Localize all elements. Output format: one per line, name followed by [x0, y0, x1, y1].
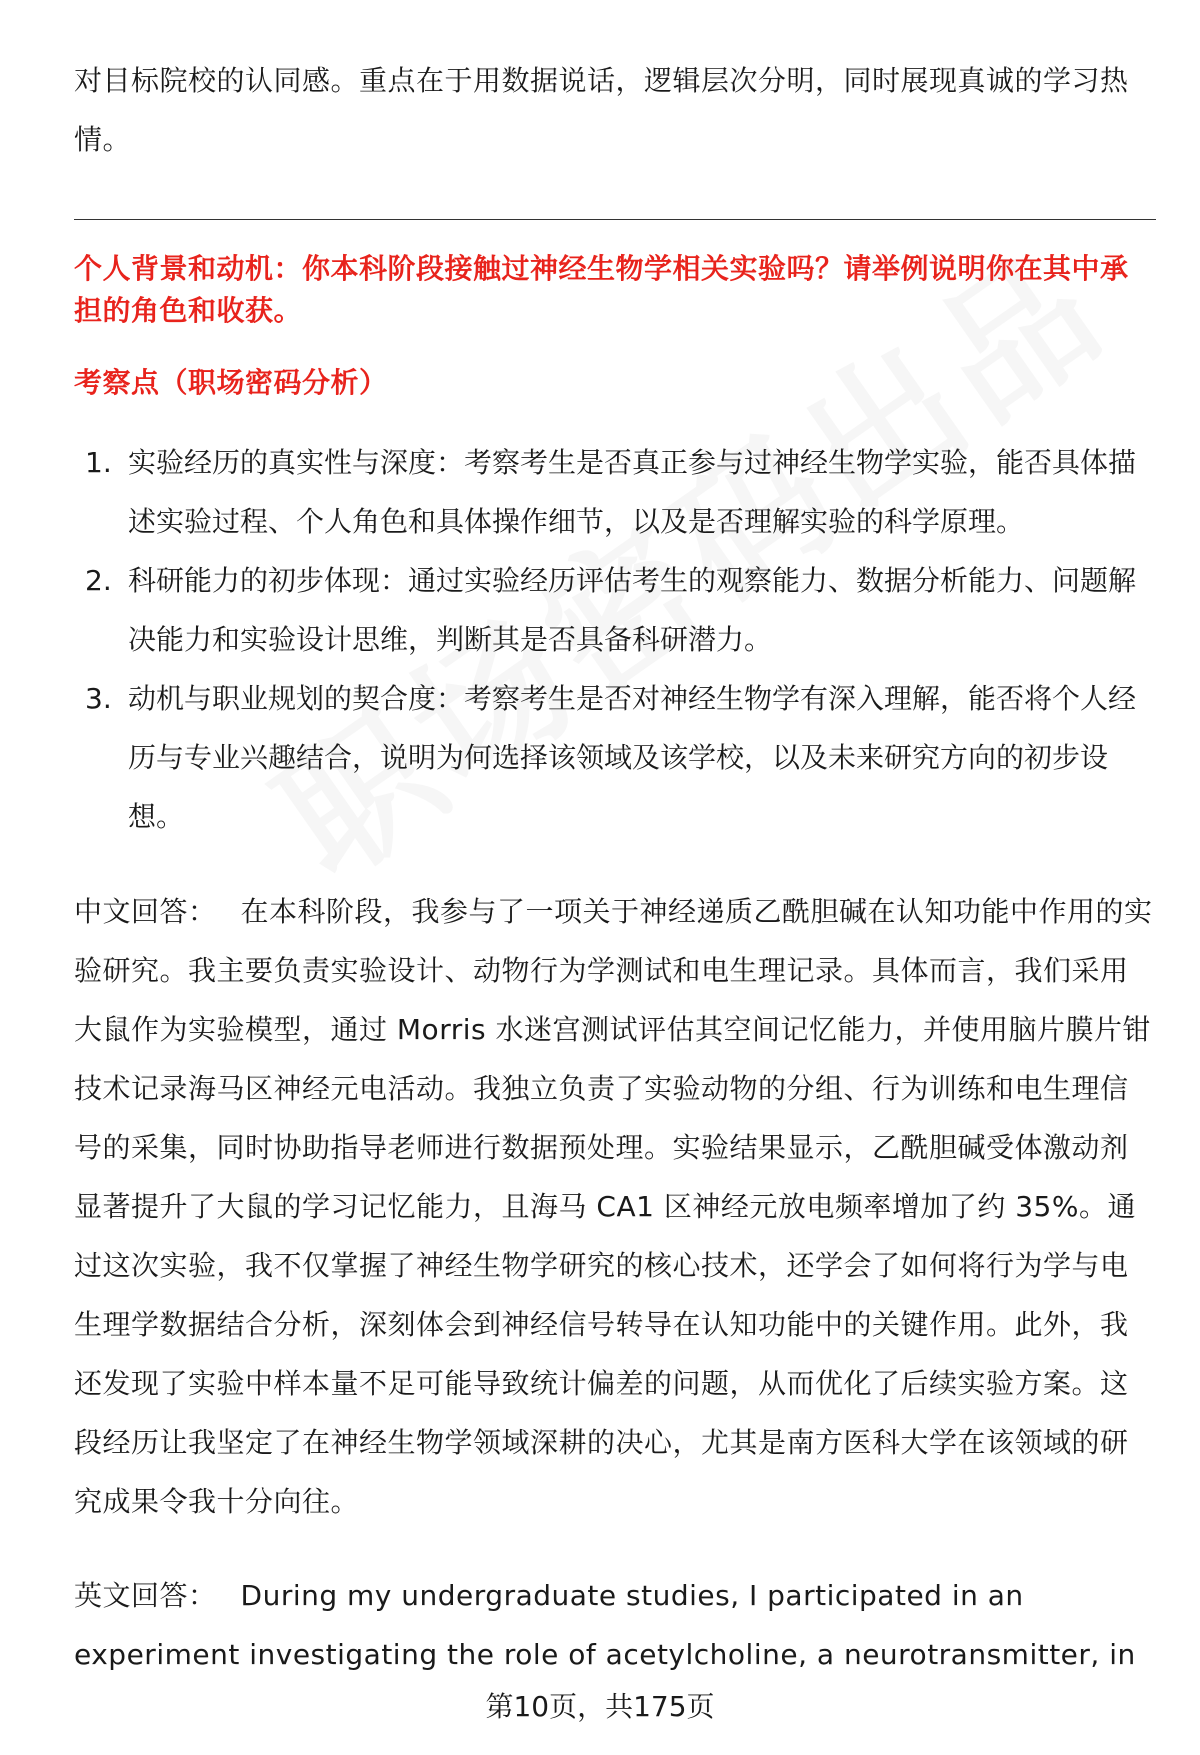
list-item — [74, 669, 1156, 846]
list-item-text: 实验经历的真实性与深度：考察考生是否真正参与过神经生物学实验，能否具体描述实验过程、个人角色和具体操作细节，以及是否理解实验的科学原理。 — [128, 446, 1137, 538]
english-answer-paragraph — [74, 1566, 1154, 1684]
list-item-number: 2. — [85, 564, 112, 597]
assessment-points-list — [74, 433, 1156, 846]
chinese-answer-text: 在本科阶段，我参与了一项关于神经递质乙酰胆碱在认知功能中作用的实验研究。我主要负责实验设计、动物行为学测试和电生理记录。具体而言，我们采用大鼠作为实验模型，通过 Morris 水迷宫测试评估其空间记忆能力，并使用脑片膜片钳技术记录海马区神经元电活动。我独立负责了实验动物的分组、行为训练和电生理信号的采集，同时协助指导老师进行数据预处理。实验结果显示，乙酰胆碱受体激动剂显著提升了大鼠的学习记忆能力，且海马 CA1 区神经元放电频率增加了约 35%。通过这次实验，我不仅掌握了神经生物学研究的核心技术，还学会了如何将行为学与电生理学数据结合分析，深刻体会到神经信号转导在认知功能中的关键作用。此外，我还发现了实验中样本量不足可能导致统计偏差的问题，从而优化了后续实验方案。这段经历让我坚定了在神经生物学领域深耕的决心，尤其是南方医科大学在该领域的研究成果令我十分向往。 — [74, 895, 1153, 1518]
question-heading: 个人背景和动机：你本科阶段接触过神经生物学相关实验吗？请举例说明你在其中承担的角色和收获。 — [74, 252, 1129, 327]
english-answer-label: 英文回答： — [74, 1579, 217, 1612]
chinese-answer-paragraph — [74, 882, 1154, 1531]
list-item-number: 3. — [85, 682, 112, 715]
list-item — [74, 551, 1156, 669]
list-item-text: 动机与职业规划的契合度：考察考生是否对神经生物学有深入理解，能否将个人经历与专业兴趣结合，说明为何选择该领域及该学校，以及未来研究方向的初步设想。 — [128, 682, 1137, 833]
intro-paragraph-tail: 对目标院校的认同感。重点在于用数据说话，逻辑层次分明，同时展现真诚的学习热情。 — [74, 64, 1129, 156]
chinese-answer-label: 中文回答： — [74, 895, 217, 928]
english-answer-text: During my undergraduate studies, I participated in an experiment investigating the role of acetylcholine, a neurotransmitter, in — [74, 1579, 1136, 1671]
list-item-text: 科研能力的初步体现：通过实验经历评估考生的观察能力、数据分析能力、问题解决能力和实验设计思维，判断其是否具备科研潜力。 — [128, 564, 1137, 656]
page-number-footer: 第10页，共175页 — [485, 1690, 715, 1723]
list-item — [74, 433, 1156, 551]
section-divider — [74, 219, 1156, 220]
points-heading: 考察点（职场密码分析） — [74, 366, 388, 399]
list-item-number: 1. — [85, 446, 112, 479]
